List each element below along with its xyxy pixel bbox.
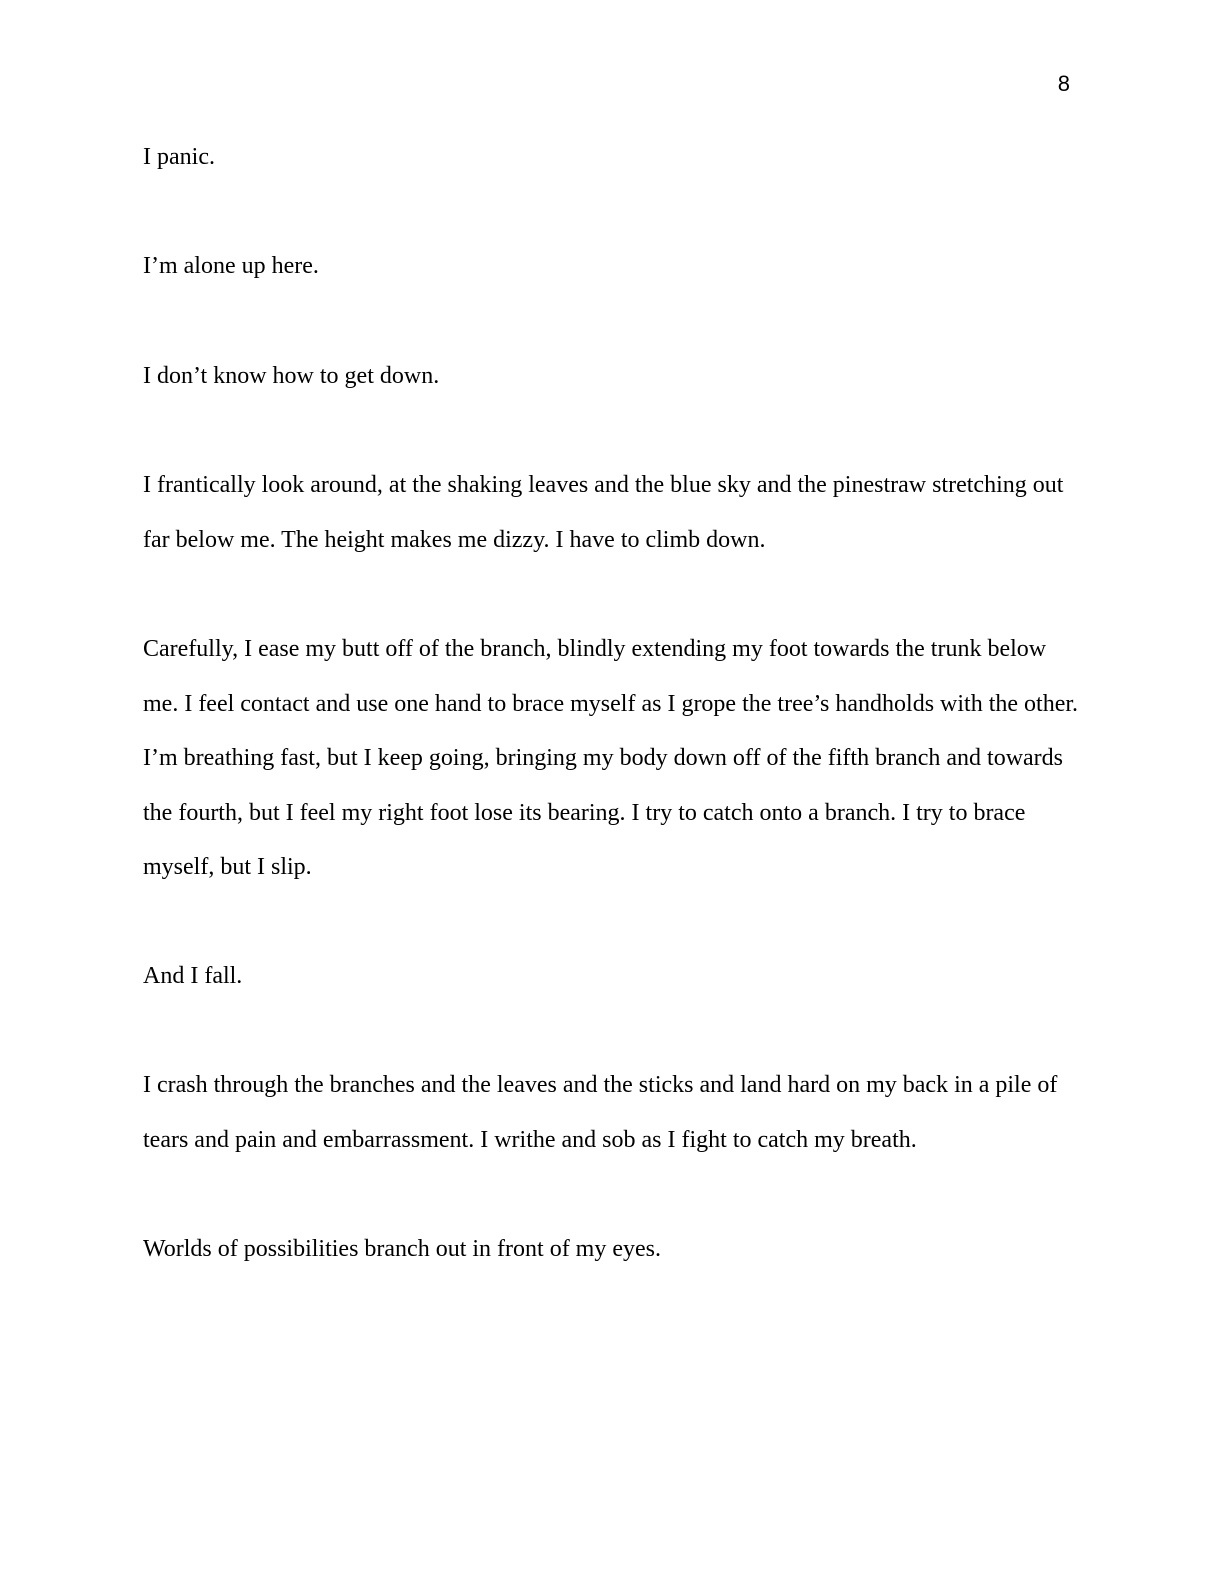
paragraph-7: I crash through the branches and the leaves and the sticks and land hard on my back in a pile of tears and pain and embarrassment. I writhe and sob as I fight to catch my breath. [143, 1072, 1058, 1153]
paragraph-2: I’m alone up here. [143, 253, 319, 279]
paragraph-8: Worlds of possibilities branch out in front of my eyes. [143, 1236, 661, 1262]
paragraph-1: I panic. [143, 144, 215, 170]
paragraph-4: I frantically look around, at the shaking leaves and the blue sky and the pinestraw stretching out far below me. The height makes me dizzy. I have to climb down. [143, 472, 1064, 553]
paragraph-3: I don’t know how to get down. [143, 363, 440, 389]
paragraph-5: Carefully, I ease my butt off of the branch, blindly extending my foot towards the trunk below me. I feel contact and use one hand to brace myself as I grope the tree’s handholds with the other. I’m breathing fast, but I keep going, bringing my body down off of the fifth branch and towards the fourth, but I feel my right foot lose its bearing. I try to catch onto a branch. I try to brace myself, but I slip. [143, 636, 1079, 881]
page-number: 8 [1057, 71, 1070, 96]
paragraph-6: And I fall. [143, 963, 243, 989]
